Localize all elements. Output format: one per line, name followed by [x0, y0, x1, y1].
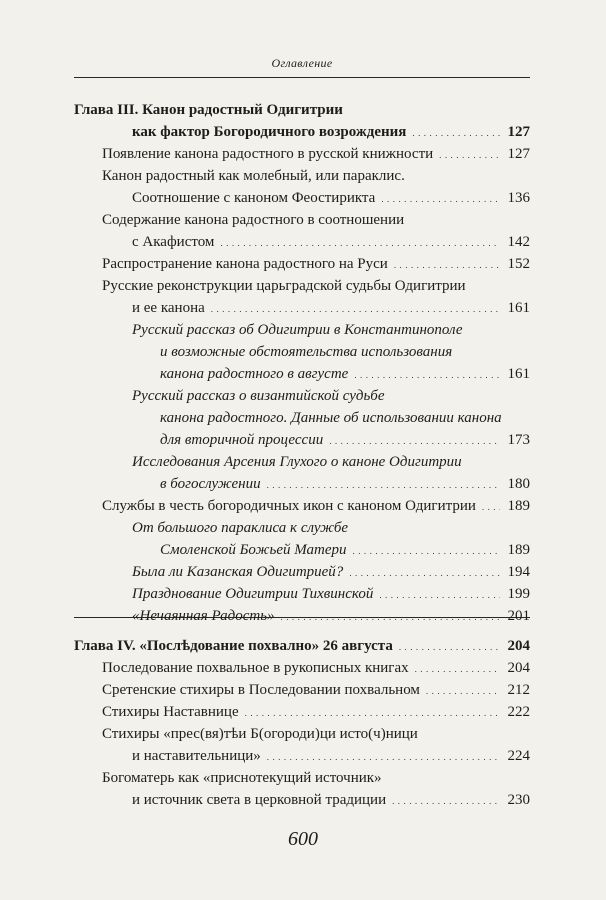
toc-entry [160, 474, 530, 495]
dot-leader [379, 585, 500, 605]
toc-entry-title: Русский рассказ о византийской судьбе [132, 388, 385, 404]
toc-entry-title: Содержание канона радостного в соотношении [102, 212, 405, 228]
toc-entry-title: Глава III. Канон радостный Одигитрии [74, 102, 343, 118]
toc-entry [132, 122, 530, 143]
toc-entry-page: 142 [507, 234, 530, 250]
toc-entry-title: и ее канона [132, 300, 205, 316]
toc-entry-title: Службы в честь богородичных икон с каноном Одигитрии [102, 498, 476, 514]
toc-entry-page: 204 [507, 660, 530, 676]
toc-entry-title: Последование похвальное в рукописных книгах [102, 660, 409, 676]
toc-entry-title: Исследования Арсения Глухого о каноне Одигитрии [132, 454, 462, 470]
toc-entry-page: 199 [507, 586, 530, 602]
dot-leader [267, 747, 500, 767]
toc-entry [74, 100, 530, 120]
toc-entry-title: «Нечаянная Радость» [132, 608, 275, 624]
dot-leader [211, 299, 500, 319]
dot-leader [394, 255, 500, 275]
toc-entry [132, 562, 530, 583]
toc-entry [132, 452, 530, 472]
toc-entry-title: как фактор Богородичного возрождения [132, 124, 407, 140]
toc-entry-title: Стихиры Наставнице [102, 704, 239, 720]
dot-leader [399, 637, 500, 657]
toc-entry-title: Смоленской Божьей Матери [160, 542, 347, 558]
toc-entry-page: 194 [507, 564, 530, 580]
toc-entry [74, 636, 530, 657]
toc-entry-title: Сретенские стихиры в Последовании похвальном [102, 682, 420, 698]
dot-leader [412, 123, 500, 143]
toc-entry [132, 518, 530, 538]
toc-entry [132, 790, 530, 811]
toc-entry-page: 222 [507, 704, 530, 720]
toc-entry-page: 161 [507, 366, 530, 382]
toc-entry [160, 430, 530, 451]
toc-entry-title: Канон радостный как молебный, или параклис. [102, 168, 405, 184]
toc-entry [160, 364, 530, 385]
toc-entry-page: 173 [507, 432, 530, 448]
toc-entry-page: 201 [507, 608, 530, 624]
toc-entry-title: Русские реконструкции царьградской судьбы Одигитрии [102, 278, 466, 294]
dot-leader [381, 189, 500, 209]
toc-entry-title: Русский рассказ об Одигитрии в Константинополе [132, 322, 463, 338]
toc-entry [102, 166, 530, 186]
toc-entry [132, 584, 530, 605]
toc-entry-title: и наставительници» [132, 748, 261, 764]
toc-entry-page: 161 [507, 300, 530, 316]
toc-entry-page: 189 [507, 498, 530, 514]
toc-entry-page: 230 [507, 792, 530, 808]
toc-entry [102, 210, 530, 230]
header-rule [74, 77, 530, 78]
dot-leader [353, 541, 500, 561]
toc-entry-title: Празднование Одигитрии Тихвинской [132, 586, 374, 602]
toc-entry-page: 127 [507, 124, 530, 140]
toc-entry [160, 408, 530, 428]
dot-leader [426, 681, 500, 701]
toc-entry-page: 180 [507, 476, 530, 492]
toc-entry-page: 224 [507, 748, 530, 764]
toc-entry-title: канона радостного. Данные об использовании канона [160, 410, 502, 426]
toc-entry-page: 152 [507, 256, 530, 272]
dot-leader [392, 791, 500, 811]
toc-entry-title: и возможные обстоятельства использования [160, 344, 453, 360]
toc-entry [132, 298, 530, 319]
toc-entry [132, 606, 530, 627]
page-number: 600 [288, 828, 318, 850]
dot-leader [329, 431, 500, 451]
dot-leader [354, 365, 500, 385]
toc-entry-page: 212 [507, 682, 530, 698]
dot-leader [439, 145, 500, 165]
toc-entry-title: Соотношение с каноном Феостирикта [132, 190, 376, 206]
toc-entry-title: Богоматерь как «приснотекущий источник» [102, 770, 382, 786]
toc-entry [102, 276, 530, 296]
dot-leader [482, 497, 500, 517]
toc-entry [102, 144, 530, 165]
toc-entry-title: Стихиры «прес(вя)тѣи Б(огороди)ци исто(ч)ници [102, 726, 418, 742]
toc-entry [102, 724, 530, 744]
toc-entry-title: канона радостного в августе [160, 366, 349, 382]
dot-leader [245, 703, 500, 723]
toc-entry-title: в богослужении [160, 476, 261, 492]
toc-entry-title: и источник света в церковной традиции [132, 792, 387, 808]
dot-leader [415, 659, 500, 679]
toc-entry [160, 342, 530, 362]
toc-entry [102, 496, 530, 517]
dot-leader [281, 607, 500, 627]
dot-leader [267, 475, 500, 495]
dot-leader [349, 563, 500, 583]
toc-entry [102, 702, 530, 723]
toc-entry [132, 232, 530, 253]
toc-entry-title: От большого параклиса к службе [132, 520, 349, 536]
dot-leader [220, 233, 500, 253]
toc-entry [132, 746, 530, 767]
toc-entry [160, 540, 530, 561]
toc-entry [132, 188, 530, 209]
toc-entry-page: 204 [507, 638, 530, 654]
toc-entry-title: Распространение канона радостного на Руси [102, 256, 388, 272]
running-head: Оглавление [271, 56, 333, 70]
toc-entry [102, 680, 530, 701]
toc-entry-title: Была ли Казанская Одигитрией? [132, 564, 344, 580]
toc-entry [102, 768, 530, 788]
toc-entry [132, 320, 530, 340]
toc-entry-title: Появление канона радостного в русской книжности [102, 146, 434, 162]
toc-entry [132, 386, 530, 406]
toc-entry [102, 254, 530, 275]
toc-entry-page: 189 [507, 542, 530, 558]
toc-entry-page: 136 [507, 190, 530, 206]
toc-entry [102, 658, 530, 679]
toc-entry-title: для вторичной процессии [160, 432, 324, 448]
toc-entry-title: с Акафистом [132, 234, 215, 250]
toc-entry-title: Глава IV. «Послѣдование похвално» 26 августа [74, 638, 393, 654]
toc-entry-page: 127 [507, 146, 530, 162]
